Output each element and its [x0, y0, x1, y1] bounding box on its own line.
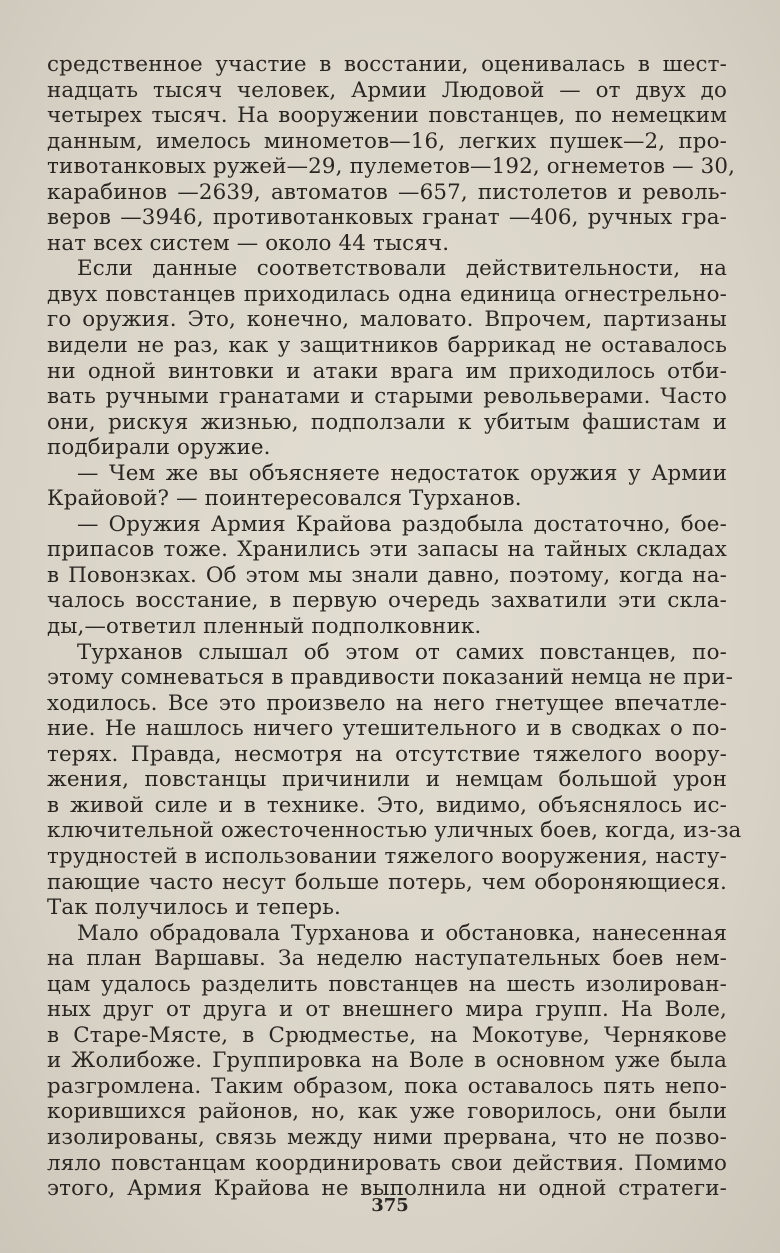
text-line: четырех тысяч. На вооружении повстанцев, по немецким	[47, 103, 727, 129]
text-line: Турханов слышал об этом от самих повстанцев, по-	[77, 639, 727, 665]
text-line: ды,—ответил пленный подполковник.	[47, 614, 482, 640]
text-line: надцать тысяч человек, Армии Людовой — от двух до	[47, 77, 727, 103]
page-number: 375	[371, 1195, 409, 1216]
text-line: терях. Правда, несмотря на отсутствие тяжелого воору-	[47, 741, 727, 767]
text-line: ключительной ожесточенностью уличных боев, когда, из-за	[47, 818, 742, 844]
text-line: — Чем же вы объясняете недостаток оружия у Армии	[77, 460, 727, 486]
text-line: веров —3946, противотанковых гранат —406, ручных гра-	[47, 205, 727, 231]
text-line: в Повонзках. Об этом мы знали давно, поэтому, когда на-	[47, 562, 727, 588]
text-line: припасов тоже. Хранились эти запасы на тайных складах	[47, 537, 727, 563]
text-line: изолированы, связь между ними прервана, что не позво-	[47, 1124, 727, 1150]
text-line: двух повстанцев приходилась одна единица огнестрельно-	[47, 281, 727, 307]
text-line: Крайовой? — поинтересовался Турханов.	[47, 486, 522, 512]
body-text	[47, 52, 742, 1202]
text-line: вать ручными гранатами и старыми револьверами. Часто	[47, 384, 727, 410]
text-line: ни одной винтовки и атаки врага им приходилось отби-	[47, 358, 727, 384]
text-line: видели не раз, как у защитников баррикад не оставалось	[47, 333, 727, 359]
text-line: на план Варшавы. За неделю наступательных боев нем-	[47, 946, 727, 972]
text-line: корившихся районов, но, как уже говорилось, они были	[47, 1099, 727, 1125]
text-line: средственное участие в восстании, оценивалась в шест-	[47, 52, 727, 77]
text-line: и Жолибоже. Группировка на Воле в основном уже была	[47, 1048, 727, 1074]
text-line: чалось восстание, в первую очередь захватили эти скла-	[47, 588, 727, 614]
text-line: нат всех систем — около 44 тысяч.	[47, 230, 450, 256]
text-line: жения, повстанцы причинили и немцам большой урон	[47, 767, 727, 793]
text-line: Если данные соответствовали действительности, на	[77, 256, 727, 282]
text-line: данным, имелось минометов—16, легких пушек—2, про-	[47, 128, 727, 154]
text-line: трудностей в использовании тяжелого вооружения, насту-	[47, 843, 727, 869]
text-line: — Оружия Армия Крайова раздобыла достаточно, бое-	[77, 511, 727, 537]
text-line: карабинов —2639, автоматов —657, пистолетов и револь-	[47, 179, 727, 205]
text-line: в Старе-Мясте, в Срюдместье, на Мокотуве, Чернякове	[47, 1022, 727, 1048]
text-line: подбирали оружие.	[47, 435, 271, 461]
text-line: этому сомневаться в правдивости показаний немца не при-	[47, 665, 733, 691]
text-line: они, рискуя жизнью, подползали к убитым фашистам и	[47, 409, 727, 435]
text-line: разгромлена. Таким образом, пока оставалось пять непо-	[47, 1073, 727, 1099]
text-line: тивотанковых ружей—29, пулеметов—192, огнеметов — 30,	[47, 154, 736, 180]
text-line: цам удалось разделить повстанцев на шесть изолирован-	[47, 971, 727, 997]
text-line: этого, Армия Крайова не выполнила ни одной стратеги-	[47, 1176, 727, 1202]
text-line: Так получилось и теперь.	[47, 895, 341, 921]
text-line: в живой силе и в технике. Это, видимо, объяснялось ис-	[47, 792, 727, 818]
text-line: ходилось. Все это произвело на него гнетущее впечатле-	[47, 690, 727, 716]
text-line: ных друг от друга и от внешнего мира групп. На Воле,	[47, 997, 727, 1023]
text-line: го оружия. Это, конечно, маловато. Впрочем, партизаны	[47, 307, 727, 333]
text-line: пающие часто несут больше потерь, чем обороняющиеся.	[47, 869, 727, 895]
text-line: Мало обрадовала Турханова и обстановка, нанесенная	[77, 920, 727, 946]
text-line: ляло повстанцам координировать свои действия. Помимо	[47, 1150, 727, 1176]
text-line: ние. Не нашлось ничего утешительного и в сводках о по-	[47, 716, 727, 742]
